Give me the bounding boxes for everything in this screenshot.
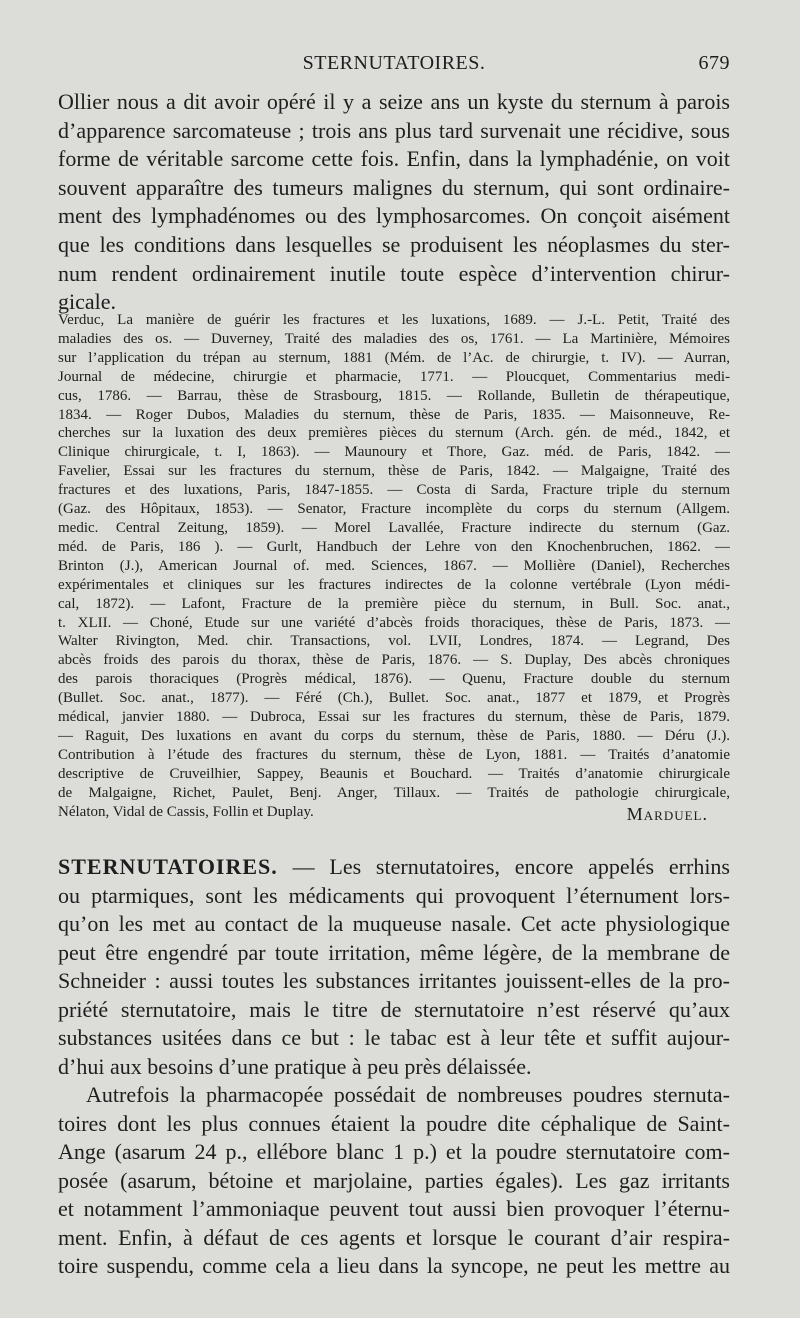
reference-line: Clinique chirurgicale, t. I, 1863). — Maunoury et Thore, Gaz. méd. de Paris, 1842. — [58, 444, 730, 461]
reference-line: Contribution à l’étude des fractures du sternum, thèse de Lyon, 1881. — Traités d’anatomie [58, 746, 730, 763]
text-line: Autrefois la pharmacopée possédait de nombreuses poudres sternuta- [86, 1082, 730, 1107]
reference-line: Nélaton, Vidal de Cassis, Follin et Duplay. [58, 803, 314, 820]
text-line: ou ptarmiques, sont les médicaments qui provoquent l’éternument lors- [58, 882, 730, 908]
text-line: priété sternutatoire, mais le titre de sternutatoire n’est réservé qu’aux [58, 996, 730, 1022]
text-line: et notamment l’ammoniaque peuvent tout aussi bien provoquer l’éternu- [58, 1196, 730, 1221]
reference-line: descriptive de Cruveilhier, Sappey, Beaunis et Bouchard. — Traités d’anatomie chirurgicale [58, 765, 730, 782]
article-sternutatoires [58, 853, 730, 1281]
reference-line: fractures et des luxations, Paris, 1847-1855. — Costa di Sarda, Fracture triple du sternum [58, 482, 730, 499]
text-line: Schneider : aussi toutes les substances irritantes jouissent-elles de la pro- [58, 968, 730, 993]
reference-line: cal, 1872). — Lafont, Fracture de la première pièce du sternum, in Bull. Soc. anat., [58, 595, 730, 612]
section-heading: STERNUTATOIRES. [58, 854, 278, 879]
paragraph-sternum-tumors [58, 88, 730, 317]
text-line: ment des lymphadénomes ou des lymphosarcomes. On conçoit aisément [58, 203, 730, 229]
reference-line: — Raguit, Des luxations en avant du corps du sternum, thèse de Paris, 1880. — Déru (J.). [58, 727, 730, 744]
text-line: posée (asarum, bétoine et marjolaine, parties égales). Les gaz irritants [58, 1167, 730, 1193]
reference-line: 1834. — Roger Dubos, Maladies du sternum, thèse de Paris, 1835. — Maisonneuve, Re- [58, 406, 730, 423]
text-line: Ollier nous a dit avoir opéré il y a seize ans un kyste du sternum à parois [58, 89, 730, 114]
text-line: toires dont les plus connues étaient la poudre dite céphalique de Saint- [58, 1110, 730, 1136]
reference-line: maladies des os. — Duverney, Traité des maladies des os, 1761. — La Martinière, Mémoires [58, 330, 730, 347]
reference-line: méd. de Paris, 186 ). — Gurlt, Handbuch der Lehre von den Knochenbruchen, 1862. — [58, 538, 730, 555]
text-line: qu’on les met au contact de la muqueuse nasale. Cet acte physiologique [58, 911, 730, 936]
reference-line: t. XLII. — Choné, Etude sur une variété d’abcès froids thoraciques, thèse de Paris, 1873. — [58, 614, 730, 631]
reference-line: Walter Rivington, Med. chir. Transactions, vol. LVII, Londres, 1874. — Legrand, Des [58, 633, 730, 650]
text-line: d’hui aux besoins d’une pratique à peu près délaissée. [58, 1053, 532, 1079]
reference-line: Verduc, La manière de guérir les fractures et les luxations, 1689. — J.-L. Petit, Traité des [58, 312, 730, 328]
text-line: peut être engendré par toute irritation, même légère, de la membrane de [58, 939, 730, 965]
reference-line: des parois thoraciques (Progrès médical, 1876). — Quenu, Fracture double du sternum [58, 671, 730, 688]
reference-line: (Bullet. Soc. anat., 1877). — Féré (Ch.), Bullet. Soc. anat., 1877 et 1879, et Progrès [58, 690, 730, 707]
reference-line: medic. Central Zeitung, 1859). — Morel Lavallée, Fracture indirecte du sternum (Gaz. [58, 519, 730, 536]
reference-line: abcès froids des parois du thorax, thèse de Paris, 1876. — S. Duplay, Des abcès chroniques [58, 652, 730, 669]
reference-line: de Malgaigne, Richet, Paulet, Benj. Anger, Tillaux. — Traités de pathologie chirurgicale, [58, 784, 730, 801]
text-line: num rendent ordinairement inutile toute espèce d’intervention chirur- [58, 260, 730, 286]
author-signature: Marduel. [626, 804, 708, 824]
reference-line: Brinton (J.), American Journal of. med. Sciences, 1867. — Mollière (Daniel), Recherches [58, 557, 730, 574]
text-line: gicale. [58, 289, 117, 315]
text-line [58, 853, 730, 882]
running-title: STERNUTATOIRES. [302, 52, 486, 74]
text-line: forme de véritable sarcome cette fois. Enfin, dans la lymphadénie, on voit [58, 146, 730, 172]
reference-line: médical, janvier 1880. — Dubroca, Essai sur les fractures du sternum, thèse de Paris, 1879. [58, 709, 730, 726]
text-line: souvent apparaître des tumeurs malignes du sternum, qui sont ordinaire- [58, 174, 730, 200]
heading-continuation: — Les sternutatoires, encore appelés errhins [277, 854, 730, 879]
text-line: ment. Enfin, à défaut de ces agents et lorsque le courant d’air respira- [58, 1224, 730, 1250]
bibliography [58, 311, 730, 821]
text-line: d’apparence sarcomateuse ; trois ans plus tard survenait une récidive, sous [58, 117, 730, 143]
reference-line: Favelier, Essai sur les fractures du sternum, thèse de Paris, 1842. — Malgaigne, Traité des [58, 463, 730, 480]
reference-line: (Gaz. des Hôpitaux, 1853). — Senator, Fracture incomplète du corps du sternum (Allgem. [58, 501, 730, 518]
text-line: Ange (asarum 24 p., ellébore blanc 1 p.) et la poudre sternutatoire com- [58, 1139, 730, 1164]
text-line: que les conditions dans lesquelles se produisent les néoplasmes du ster- [58, 231, 730, 257]
page-number: 679 [698, 52, 730, 74]
reference-line: cherches sur la luxation des deux premières pièces du sternum (Arch. gén. de méd., 1842, et [58, 425, 730, 442]
text-line: toire suspendu, comme cela a lieu dans la syncope, ne peut les mettre au [58, 1253, 730, 1278]
reference-line: expérimentales et cliniques sur les fractures indirectes de la colonne vertébrale (Lyon médi- [58, 576, 730, 593]
reference-line: Journal de médecine, chirurgie et pharmacie, 1771. — Ploucquet, Commentarius medi- [58, 368, 730, 385]
text-line: substances usitées dans ce but : le tabac est à leur tête et suffit aujour- [58, 1025, 730, 1050]
reference-line: cus, 1786. — Barrau, thèse de Strasbourg, 1815. — Rollande, Bulletin de thérapeutique, [58, 387, 730, 404]
reference-line: sur l’application du trépan au sternum, 1881 (Mém. de l’Ac. de chirurgie, t. IV). — Aurran, [58, 349, 730, 366]
